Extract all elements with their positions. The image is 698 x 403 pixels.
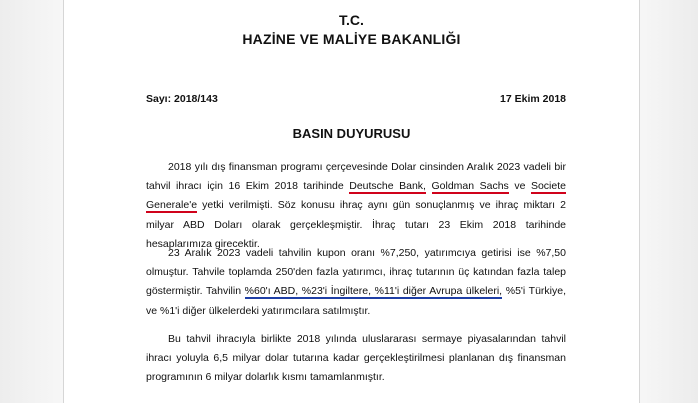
- p3-text: Bu tahvil ihracıyla birlikte 2018 yılında uluslararası sermaye piyasalarından tahvil ihracı yoluyla 6,5 milyar dolar tutarına kadar gerçekleştirilmesi planlanan dış finansman programının 6 milyar dolarlık kısmı tamamlanmıştır.: [146, 333, 566, 384]
- scan-margin-right: [638, 0, 698, 403]
- paragraph-2: [146, 244, 566, 321]
- bank-societe: Societe Generale'e: [146, 180, 566, 212]
- p2-text-a: 23 Aralık 2023 vadeli tahvilin kupon oranı %7,250, yatırımcıya getirisi ise %7,50 olmuştur. Tahvile toplamda 250'den fazla yatırımcı, ihraç tutarının üç katından fazla talep göstermiştir. Tahvilin: [146, 247, 566, 298]
- bank-goldman: Goldman Sachs: [431, 180, 509, 193]
- p2-text-b: %5'i Türkiye, ve %1'i diğer ülkelerdeki yatırımcılara satılmıştır.: [146, 285, 567, 317]
- scan-margin-left: [0, 0, 63, 403]
- p1-sep-2: ve: [508, 180, 531, 193]
- page-title: BASIN DUYURUSU: [292, 126, 411, 141]
- p1-text-b: yetki verilmişti. Söz konusu ihraç aynı gün sonuçlanmış ve ihraç miktarı 2 milyar ABD Doları olarak gerçekleşmiştir. İhraç tutarı 23 Ekim 2018 tarihinde hesaplarımıza girecektir.: [146, 199, 566, 250]
- paragraph-1: [146, 158, 566, 254]
- document-page: [63, 0, 640, 403]
- paragraph-3: [146, 330, 566, 388]
- document-date: 17 Ekim 2018: [500, 93, 566, 105]
- investor-distribution-highlight: %60'ı ABD, %23'i İngiltere, %11'i diğer Avrupa ülkeleri,: [244, 285, 503, 298]
- bank-deutsche: Deutsche Bank,: [349, 180, 426, 193]
- p1-sep-1: [426, 180, 432, 192]
- document-number: Sayı: 2018/143: [146, 93, 218, 105]
- p1-text-a: 2018 yılı dış finansman programı çerçevesinde Dolar cinsinden Aralık 2023 vadeli bir tahvil ihracı için 16 Ekim 2018 tarihinde: [146, 161, 566, 193]
- header-tc: T.C.: [339, 12, 364, 28]
- header-ministry: HAZİNE VE MALİYE BAKANLIĞI: [242, 31, 461, 47]
